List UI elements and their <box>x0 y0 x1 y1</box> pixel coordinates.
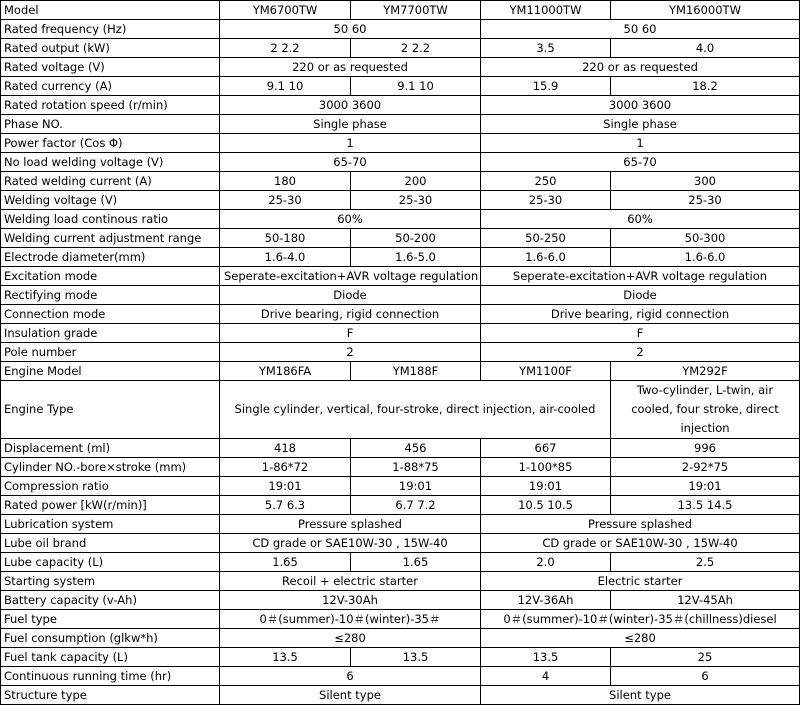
row-label: Electrode diameter(mm) <box>1 248 220 267</box>
row-value: Seperate-excitation+AVR voltage regulation <box>481 267 800 286</box>
row-value: 50-180 <box>220 229 351 248</box>
row-value: F <box>481 324 800 343</box>
model-header-1: YM6700TW <box>220 1 351 20</box>
row-value: F <box>220 324 481 343</box>
row-value: Single phase <box>220 115 481 134</box>
row-label: Connection mode <box>1 305 220 324</box>
table-row <box>1 267 800 286</box>
row-value: 25-30 <box>481 191 611 210</box>
row-value: 18.2 <box>611 77 800 96</box>
row-value: 19:01 <box>611 477 800 496</box>
table-row <box>1 39 800 58</box>
table-row <box>1 477 800 496</box>
row-label: Rated frequency (Hz) <box>1 20 220 39</box>
row-value: 1-88*75 <box>351 458 481 477</box>
row-value: Single cylinder, vertical, four-stroke, direct injection, air-cooled <box>220 381 611 439</box>
table-row <box>1 629 800 648</box>
row-label: Battery capacity (v-Ah) <box>1 591 220 610</box>
row-value: 996 <box>611 439 800 458</box>
header-row <box>1 1 800 20</box>
row-value: ≤280 <box>481 629 800 648</box>
row-label: No load welding voltage (V) <box>1 153 220 172</box>
row-label: Continuous running time (hr) <box>1 667 220 686</box>
table-row <box>1 458 800 477</box>
row-value: 13.5 <box>351 648 481 667</box>
row-value: 300 <box>611 172 800 191</box>
row-value: 50 60 <box>220 20 481 39</box>
row-label: Phase NO. <box>1 115 220 134</box>
table-row <box>1 77 800 96</box>
row-value: 50-200 <box>351 229 481 248</box>
row-label: Lube capacity (L) <box>1 553 220 572</box>
row-value: CD grade or SAE10W-30 , 15W-40 <box>220 534 481 553</box>
row-value: Diode <box>220 286 481 305</box>
row-value: 1.6-6.0 <box>481 248 611 267</box>
row-value: Silent type <box>481 686 800 705</box>
table-row <box>1 343 800 362</box>
row-label: Compression ratio <box>1 477 220 496</box>
row-label: Power factor (Cos Φ) <box>1 134 220 153</box>
table-row <box>1 20 800 39</box>
row-label: Starting system <box>1 572 220 591</box>
row-value: 1.6-5.0 <box>351 248 481 267</box>
row-value: 1 <box>481 134 800 153</box>
model-header-4: YM16000TW <box>611 1 800 20</box>
row-label: Welding load continous ratio <box>1 210 220 229</box>
row-value: 65-70 <box>220 153 481 172</box>
row-value: 13.5 <box>481 648 611 667</box>
row-label: Engine Model <box>1 362 220 381</box>
row-value: 2 2.2 <box>351 39 481 58</box>
row-value: 19:01 <box>351 477 481 496</box>
row-value: Seperate-excitation+AVR voltage regulation <box>220 267 481 286</box>
table-row <box>1 229 800 248</box>
table-row <box>1 439 800 458</box>
row-value: 6.7 7.2 <box>351 496 481 515</box>
row-value: 2.0 <box>481 553 611 572</box>
row-value: 50-300 <box>611 229 800 248</box>
table-row <box>1 191 800 210</box>
row-label: Welding current adjustment range <box>1 229 220 248</box>
table-row <box>1 515 800 534</box>
row-value: Two-cylinder, L-twin, air cooled, four stroke, direct injection <box>611 381 800 439</box>
row-value: 220 or as requested <box>220 58 481 77</box>
row-value: 13.5 14.5 <box>611 496 800 515</box>
row-value: 10.5 10.5 <box>481 496 611 515</box>
row-value: 1.65 <box>351 553 481 572</box>
row-value: CD grade or SAE10W-30 , 15W-40 <box>481 534 800 553</box>
row-label: Fuel tank capacity (L) <box>1 648 220 667</box>
row-value: 1.6-4.0 <box>220 248 351 267</box>
row-value: 60% <box>481 210 800 229</box>
row-value: 2 <box>481 343 800 362</box>
row-value: 0＃(summer)-10＃(winter)-35＃ <box>220 610 481 629</box>
row-label: Rated output (kW) <box>1 39 220 58</box>
row-value: 1.6-6.0 <box>611 248 800 267</box>
row-value: 25-30 <box>611 191 800 210</box>
model-header-2: YM7700TW <box>351 1 481 20</box>
row-value: Pressure splashed <box>220 515 481 534</box>
row-value: 25 <box>611 648 800 667</box>
row-value: 4.0 <box>611 39 800 58</box>
row-value: 5.7 6.3 <box>220 496 351 515</box>
row-value: YM188F <box>351 362 481 381</box>
table-row <box>1 553 800 572</box>
table-row <box>1 686 800 705</box>
row-value: 19:01 <box>220 477 351 496</box>
row-value: YM292F <box>611 362 800 381</box>
row-value: Electric starter <box>481 572 800 591</box>
row-value: 25-30 <box>351 191 481 210</box>
row-value: 3000 3600 <box>220 96 481 115</box>
row-value: 50 60 <box>481 20 800 39</box>
row-value: 250 <box>481 172 611 191</box>
row-value: 65-70 <box>481 153 800 172</box>
row-value: 1 <box>220 134 481 153</box>
row-value: 6 <box>611 667 800 686</box>
row-label: Rated currency (A) <box>1 77 220 96</box>
table-row <box>1 610 800 629</box>
row-value: 19:01 <box>481 477 611 496</box>
row-value: 3.5 <box>481 39 611 58</box>
table-row <box>1 591 800 610</box>
row-value: 25-30 <box>220 191 351 210</box>
table-row <box>1 248 800 267</box>
table-row <box>1 496 800 515</box>
table-row <box>1 115 800 134</box>
row-label: Lubrication system <box>1 515 220 534</box>
row-label: Lube oil brand <box>1 534 220 553</box>
row-label: Displacement (ml) <box>1 439 220 458</box>
row-label: Rated power [kW(r/min)] <box>1 496 220 515</box>
row-value: 60% <box>220 210 481 229</box>
row-value: 1.65 <box>220 553 351 572</box>
table-row <box>1 134 800 153</box>
row-value: Drive bearing, rigid connection <box>481 305 800 324</box>
row-label: Engine Type <box>1 381 220 439</box>
table-row <box>1 381 800 439</box>
row-value: 9.1 10 <box>220 77 351 96</box>
row-value: 2 <box>220 343 481 362</box>
table-row <box>1 153 800 172</box>
row-value: 6 <box>220 667 481 686</box>
row-value: Silent type <box>220 686 481 705</box>
row-value: 1-86*72 <box>220 458 351 477</box>
table-row <box>1 572 800 591</box>
header-label: Model <box>1 1 220 20</box>
row-value: 200 <box>351 172 481 191</box>
row-label: Rated voltage (V) <box>1 58 220 77</box>
row-value: 3000 3600 <box>481 96 800 115</box>
model-header-3: YM11000TW <box>481 1 611 20</box>
row-value: 1-100*85 <box>481 458 611 477</box>
table-row <box>1 534 800 553</box>
spec-table-body <box>1 1 800 705</box>
row-value: 2.5 <box>611 553 800 572</box>
row-value: 2-92*75 <box>611 458 800 477</box>
row-value: 12V-45Ah <box>611 591 800 610</box>
table-row <box>1 58 800 77</box>
row-value: 50-250 <box>481 229 611 248</box>
row-value: 418 <box>220 439 351 458</box>
row-value: 15.9 <box>481 77 611 96</box>
row-value: Drive bearing, rigid connection <box>220 305 481 324</box>
row-value: YM1100F <box>481 362 611 381</box>
row-label: Rated welding current (A) <box>1 172 220 191</box>
row-value: 12V-30Ah <box>220 591 481 610</box>
row-label: Insulation grade <box>1 324 220 343</box>
row-label: Pole number <box>1 343 220 362</box>
row-label: Fuel consumption (glkw*h) <box>1 629 220 648</box>
row-value: Diode <box>481 286 800 305</box>
table-row <box>1 324 800 343</box>
row-value: 4 <box>481 667 611 686</box>
row-label: Cylinder NO.-bore×stroke (mm) <box>1 458 220 477</box>
row-value: 667 <box>481 439 611 458</box>
row-value: 180 <box>220 172 351 191</box>
row-label: Welding voltage (V) <box>1 191 220 210</box>
row-value: 13.5 <box>220 648 351 667</box>
row-value: 9.1 10 <box>351 77 481 96</box>
row-value: 2 2.2 <box>220 39 351 58</box>
row-value: 220 or as requested <box>481 58 800 77</box>
row-value: YM186FA <box>220 362 351 381</box>
table-row <box>1 286 800 305</box>
table-row <box>1 305 800 324</box>
row-label: Excitation mode <box>1 267 220 286</box>
row-value: Single phase <box>481 115 800 134</box>
row-value: 12V-36Ah <box>481 591 611 610</box>
row-value: ≤280 <box>220 629 481 648</box>
table-row <box>1 96 800 115</box>
row-value: 456 <box>351 439 481 458</box>
row-value: 0＃(summer)-10＃(winter)-35＃(chillness)diesel <box>481 610 800 629</box>
table-row <box>1 210 800 229</box>
table-row <box>1 172 800 191</box>
table-row <box>1 362 800 381</box>
row-label: Fuel type <box>1 610 220 629</box>
table-row <box>1 667 800 686</box>
row-label: Structure type <box>1 686 220 705</box>
row-label: Rectifying mode <box>1 286 220 305</box>
row-value: Recoil + electric starter <box>220 572 481 591</box>
row-value: Pressure splashed <box>481 515 800 534</box>
row-label: Rated rotation speed (r/min) <box>1 96 220 115</box>
table-row <box>1 648 800 667</box>
